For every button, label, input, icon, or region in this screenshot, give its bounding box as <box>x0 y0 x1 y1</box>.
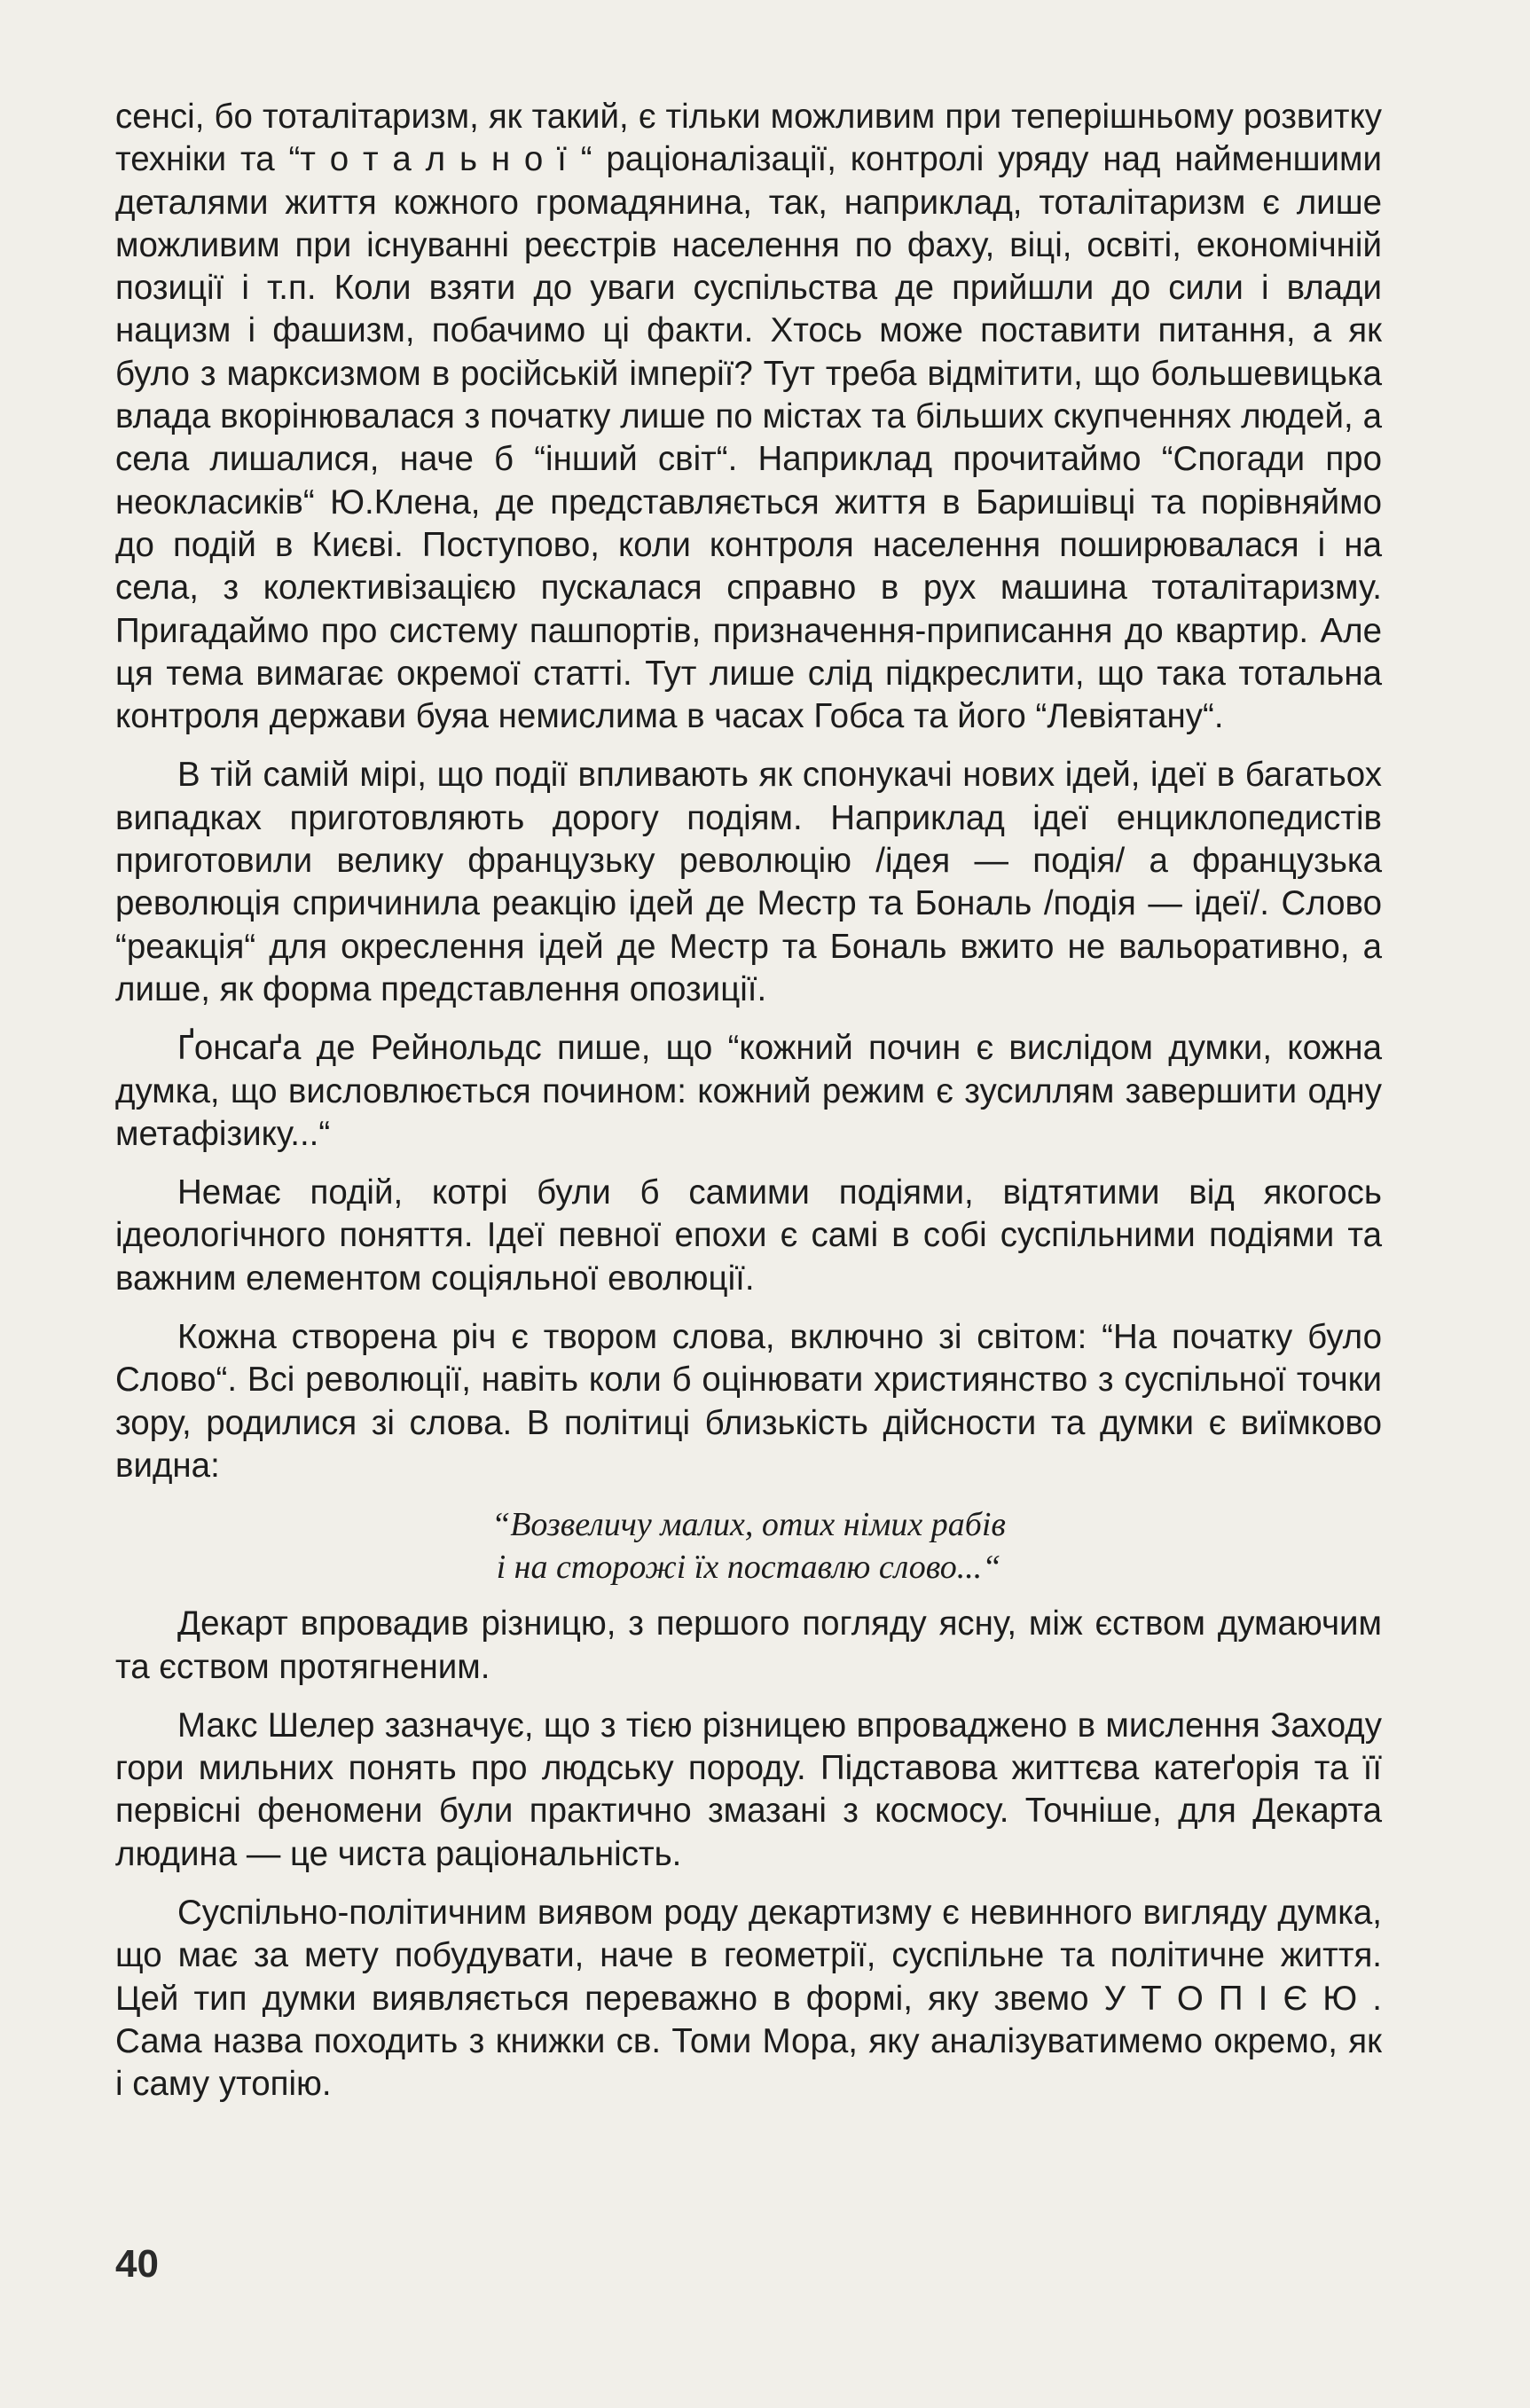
paragraph-1: сенсі, бо тоталітаризм, як такий, є тільки можливим при теперішньому розвитку техніки та “т о т а л ь н о ї “ раціоналізації, контролі уряду над найменшими деталями життя кожного громадянина, так, наприклад, тоталітаризм є лише можливим при існуванні реєстрів населення по фаху, віці, освіті, економічній позиції і т.п. Коли взяти до уваги суспільства де прийшли до сили і влади нацизм і фашизм, побачимо ці факти. Хтось може поставити питання, а як було з марксизмом в російській імперії? Тут треба відмітити, що большевицька влада вкорінювалася з початку лише по містах та більших скупченнях людей, а села лишалися, наче б “інший світ“. Наприклад прочитаймо “Спогади про неокласиків“ Ю.Клена, де представляється життя в Баришівці та порівняймо до подій в Києві. Поступово, коли контроля населення поширювалася і на села, з колективізацією пускалася справно в рух машина тоталітаризму. Пригадаймо про систему пашпортів, призначення-приписання до квартир. Але ця тема вимагає окремої статті. Тут лише слід підкреслити, що така тотальна контроля держави буяа немислима в часах Гобса та його “Левіятану“. <box>115 98 1382 736</box>
paragraph-6: Декарт впровадив різницю, з першого погляду ясну, між єством думаючим та єством протягненим. <box>115 1604 1382 1686</box>
paragraph-8: Суспільно-політичним виявом роду декартизму є невинного вигляду думка, що має за мету побудувати, наче в геометрії, суспільне та політичне життя. Цей тип думки виявляється переважно в формі, яку звемо У Т О П І Є Ю . Сама назва походить з книжки св. Томи Мора, яку аналізуватимемо окремо, як і саму утопію. <box>115 1893 1382 2104</box>
quote-line-1: “Возвеличу малих, отих німих рабів <box>491 1506 1006 1544</box>
paragraph-4: Немає подій, котрі були б самими подіями, відтятими від якогось ідеологічного поняття. Ідеї певної епохи є самі в собі суспільними подіями та важним елементом соціяльної еволюції. <box>115 1173 1382 1298</box>
paragraph-5: Кожна створена річ є твором слова, включно зі світом: “На початку було Слово“. Всі революції, навіть коли б оцінювати християнство з суспільної точки зору, родилися зі слова. В політиці близькість дійсности та думки є виїмково видна: <box>115 1318 1382 1485</box>
paragraph-2: В тій самій мірі, що події впливають як спонукачі нових ідей, ідеї в багатьох випадках приготовляють дорогу подіям. Наприклад ідеї енциклопедистів приготовили велику французьку революцію /ідея — подія/ а французька революція спричинила реакцію ідей де Местр та Бональ /подія — ідеї/. Слово “реакція“ для окреслення ідей де Местр та Бональ вжито не вальоративно, а лише, як форма представлення опозиції. <box>115 756 1382 1008</box>
quote-line-2: і на сторожі їх поставлю слово...“ <box>496 1549 1001 1587</box>
paragraph-3: Ґонсаґа де Рейнольдс пише, що “кожний почин є вислідом думки, кожна думка, що висловлюється почином: кожний режим є зусиллям завершити одну метафізику...“ <box>115 1029 1382 1153</box>
paragraph-7: Макс Шелер зазначує, що з тією різницею впроваджено в мислення Заходу гори мильних понять про людську породу. Підставова життєва катеґорія та її первісні феномени були практично змазані з космосу. Точніше, для Декарта людина — це чиста раціональність. <box>115 1706 1382 1873</box>
body-text <box>115 96 1382 2122</box>
poem-quote <box>115 1503 1382 1588</box>
page-number: 40 <box>115 2242 159 2286</box>
